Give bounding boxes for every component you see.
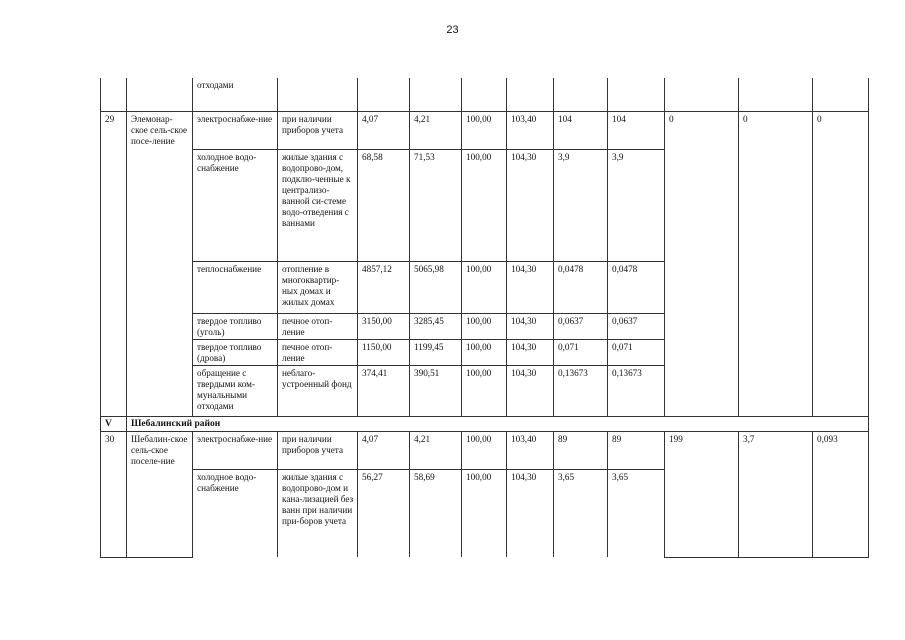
value-cell: 68,58 [358,149,410,261]
value-cell: 4,07 [358,431,410,469]
section-number-cell: V [101,416,127,431]
service-cell: обращение с твердыми ком-мунальными отходами [193,365,278,416]
value-cell: 3,65 [608,469,665,557]
value-cell: 4,07 [358,111,410,149]
value-cell: 100,00 [462,339,507,365]
value-cell: 0,13673 [608,365,665,416]
value-cell: 3,9 [608,149,665,261]
value-cell: 89 [608,431,665,469]
service-cell: отходами [193,78,278,111]
value-cell: 100,00 [462,313,507,339]
value-cell: 100,00 [462,149,507,261]
value-cell: 0,0478 [554,261,608,313]
value-cell: 89 [554,431,608,469]
settlement-name-cell: Элемонар-ское сель-ское посе-ление [127,111,193,416]
value-cell: 0,0637 [554,313,608,339]
value-cell: 100,00 [462,365,507,416]
table-row-continuation [101,78,869,111]
value-cell: 104,30 [507,261,554,313]
table-row [101,111,869,149]
value-cell: 0,0637 [608,313,665,339]
row-number-cell: 29 [101,111,127,416]
value-cell: 56,27 [358,469,410,557]
value-cell: 3,9 [554,149,608,261]
value-cell: 3,65 [554,469,608,557]
value-cell: 1150,00 [358,339,410,365]
value-cell: 104 [608,111,665,149]
value-cell: 103,40 [507,431,554,469]
value-cell: 374,41 [358,365,410,416]
section-row [101,416,869,431]
category-cell: отопление в многоквартир-ных домах и жилых домах [278,261,358,313]
service-cell: твердое топливо (дрова) [193,339,278,365]
value-cell: 3285,45 [410,313,462,339]
value-cell: 0,13673 [554,365,608,416]
value-cell: 0,0478 [608,261,665,313]
value-cell: 100,00 [462,469,507,557]
value-cell: 103,40 [507,111,554,149]
value-cell: 5065,98 [410,261,462,313]
category-cell: при наличии приборов учета [278,111,358,149]
tariff-table [100,78,869,558]
value-cell: 0,093 [813,431,869,557]
value-cell: 3150,00 [358,313,410,339]
category-cell: при наличии приборов учета [278,431,358,469]
value-cell: 104 [554,111,608,149]
value-cell: 4857,12 [358,261,410,313]
value-cell: 104,30 [507,149,554,261]
service-cell: электроснабже-ние [193,111,278,149]
value-cell: 100,00 [462,261,507,313]
value-cell: 0 [665,111,739,416]
service-cell: холодное водо-снабжение [193,149,278,261]
category-cell: неблаго-устроенный фонд [278,365,358,416]
value-cell: 100,00 [462,431,507,469]
value-cell: 71,53 [410,149,462,261]
service-cell: твердое топливо (уголь) [193,313,278,339]
category-cell: печное отоп-ление [278,313,358,339]
value-cell: 104,30 [507,339,554,365]
service-cell: электроснабже-ние [193,431,278,469]
value-cell: 0,071 [554,339,608,365]
section-title-cell: Шебалинский район [127,416,869,431]
value-cell: 199 [665,431,739,557]
value-cell: 4,21 [410,111,462,149]
value-cell: 0,071 [608,339,665,365]
value-cell: 104,30 [507,313,554,339]
table-row [101,431,869,469]
page-number: 23 [446,24,459,36]
value-cell: 104,30 [507,365,554,416]
value-cell: 3,7 [739,431,813,557]
value-cell: 390,51 [410,365,462,416]
value-cell: 0 [813,111,869,416]
category-cell: жилые здания с водопрово-дом и кана-лизацией без ванн при наличии при-боров учета [278,469,358,557]
value-cell: 1199,45 [410,339,462,365]
value-cell: 58,69 [410,469,462,557]
category-cell: жилые здания с водопрово-дом, подклю-ченные к централизо-ванной си-стеме водо-отведения с ваннами [278,149,358,261]
value-cell: 104,30 [507,469,554,557]
service-cell: теплоснабжение [193,261,278,313]
value-cell: 0 [739,111,813,416]
settlement-name-cell: Шебалин-ское сель-ское поселе-ние [127,431,193,557]
row-number-cell: 30 [101,431,127,557]
value-cell: 100,00 [462,111,507,149]
service-cell: холодное водо-снабжение [193,469,278,557]
category-cell: печное отоп-ление [278,339,358,365]
value-cell: 4,21 [410,431,462,469]
